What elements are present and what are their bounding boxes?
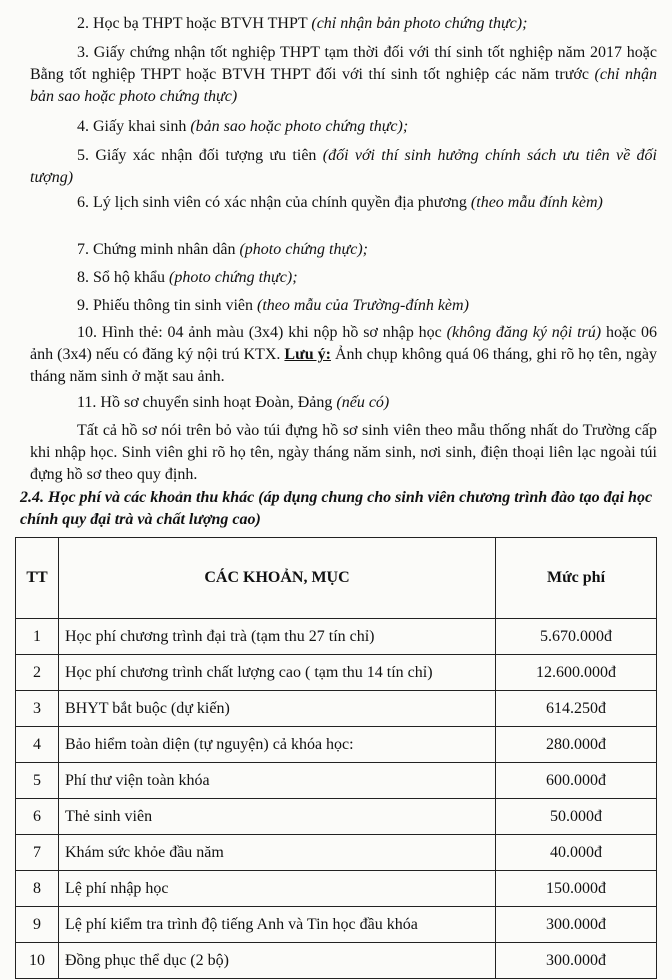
table-row	[16, 799, 657, 835]
row-number: 2	[16, 655, 59, 691]
row-fee: 600.000đ	[496, 763, 657, 799]
row-item: Thẻ sinh viên	[59, 799, 496, 835]
row-item: Khám sức khỏe đầu năm	[59, 835, 496, 871]
table-row	[16, 907, 657, 943]
row-fee: 300.000đ	[496, 907, 657, 943]
row-number: 8	[16, 871, 59, 907]
row-fee: 5.670.000đ	[496, 619, 657, 655]
row-number: 9	[16, 907, 59, 943]
item-9: 9. Phiếu thông tin sinh viên (theo mẫu của Trường-đính kèm)	[77, 297, 469, 314]
row-number: 5	[16, 763, 59, 799]
row-number: 10	[16, 943, 59, 979]
item-7: 7. Chứng minh nhân dân (photo chứng thực);	[77, 241, 368, 258]
row-fee: 12.600.000đ	[496, 655, 657, 691]
row-fee: 280.000đ	[496, 727, 657, 763]
item-6: 6. Lý lịch sinh viên có xác nhận của chính quyền địa phương (theo mẫu đính kèm)	[77, 194, 603, 211]
item-5: 5. Giấy xác nhận đối tượng ưu tiên (đối với thí sinh hưởng chính sách ưu tiên về đối tượng)	[30, 147, 657, 186]
header-tt: TT	[16, 538, 59, 619]
row-item: Học phí chương trình chất lượng cao ( tạm thu 14 tín chỉ)	[59, 655, 496, 691]
row-item: Phí thư viện toàn khóa	[59, 763, 496, 799]
row-item: Bảo hiểm toàn diện (tự nguyện) cả khóa học:	[59, 727, 496, 763]
closing-paragraph: Tất cả hồ sơ nói trên bỏ vào túi đựng hồ sơ sinh viên theo mẫu thống nhất do Trường cấp khi nhập học. Sinh viên ghi rõ họ tên, ngày tháng năm sinh, nơi sinh, điện thoại liên lạc ngoài túi đựng hồ sơ theo quy định.	[30, 422, 657, 483]
item-10: 10. Hình thẻ: 04 ảnh màu (3x4) khi nộp hồ sơ nhập học (không đăng ký nội trú) hoặc 06 ảnh (3x4) nếu có đăng ký nội trú KTX. Lưu ý: Ảnh chụp không quá 06 tháng, ghi rõ họ tên, ngày tháng năm sinh ở mặt sau ảnh.	[30, 324, 658, 385]
row-item: Lệ phí kiểm tra trình độ tiếng Anh và Tin học đầu khóa	[59, 907, 496, 943]
header-items: CÁC KHOẢN, MỤC	[59, 538, 496, 619]
row-number: 7	[16, 835, 59, 871]
item-3: 3. Giấy chứng nhận tốt nghiệp THPT tạm thời đối với thí sinh tốt nghiệp năm 2017 hoặc Bằng tốt nghiệp THPT hoặc BTVH THPT đối với thí sinh tốt nghiệp các năm trước (chỉ nhận bản sao hoặc photo chứng thực)	[30, 44, 657, 105]
row-item: Lệ phí nhập học	[59, 871, 496, 907]
table-row	[16, 691, 657, 727]
row-item: Học phí chương trình đại trà (tạm thu 27 tín chỉ)	[59, 619, 496, 655]
table-row	[16, 943, 657, 979]
row-fee: 50.000đ	[496, 799, 657, 835]
table-row	[16, 871, 657, 907]
header-fee: Mức phí	[496, 538, 657, 619]
row-fee: 150.000đ	[496, 871, 657, 907]
table-row	[16, 727, 657, 763]
row-fee: 40.000đ	[496, 835, 657, 871]
note-label: Lưu ý:	[284, 346, 331, 363]
table-row	[16, 835, 657, 871]
item-4: 4. Giấy khai sinh (bản sao hoặc photo chứng thực);	[77, 118, 409, 135]
row-fee: 300.000đ	[496, 943, 657, 979]
row-number: 6	[16, 799, 59, 835]
item-2: 2. Học bạ THPT hoặc BTVH THPT (chỉ nhận bản photo chứng thực);	[77, 15, 528, 32]
row-number: 4	[16, 727, 59, 763]
fee-table	[15, 537, 657, 979]
item-11: 11. Hồ sơ chuyển sinh hoạt Đoàn, Đảng (nếu có)	[77, 394, 390, 411]
table-row	[16, 655, 657, 691]
row-item: BHYT bắt buộc (dự kiến)	[59, 691, 496, 727]
row-item: Đồng phục thể dục (2 bộ)	[59, 943, 496, 979]
table-row	[16, 763, 657, 799]
table-header-row	[16, 538, 657, 619]
item-8: 8. Sổ hộ khẩu (photo chứng thực);	[77, 269, 298, 286]
section-title: 2.4. Học phí và các khoản thu khác (áp dụng chung cho sinh viên chương trình đào tạo đại học chính quy đại trà và chất lượng cao)	[20, 489, 653, 528]
row-number: 1	[16, 619, 59, 655]
row-number: 3	[16, 691, 59, 727]
row-fee: 614.250đ	[496, 691, 657, 727]
table-row	[16, 619, 657, 655]
